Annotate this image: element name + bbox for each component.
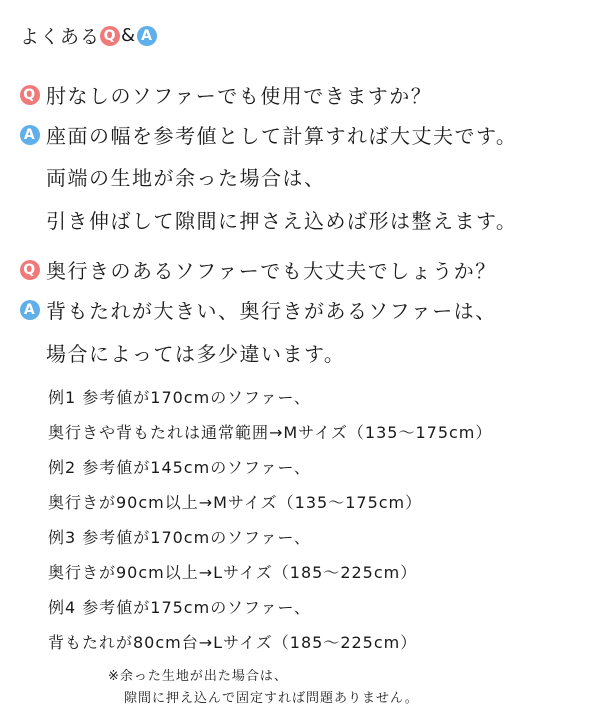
- example-line: 例4 参考値が175cmのソファー、: [48, 598, 311, 617]
- page-title: [20, 22, 157, 49]
- q-badge-icon: Q: [20, 85, 40, 105]
- answer-2: [20, 295, 497, 324]
- example-line: 奥行きが90cm以上→Lサイズ（185～225cm）: [48, 563, 418, 582]
- answer-line: 座面の幅を参考値として計算すれば大丈夫です。: [46, 124, 518, 148]
- answer-line: 場合によっては多少違います。: [46, 342, 346, 366]
- example-line: 例1 参考値が170cmのソファー、: [48, 388, 311, 407]
- q-badge-icon: Q: [100, 26, 120, 46]
- example-line: 例2 参考値が145cmのソファー、: [48, 458, 311, 477]
- q-badge-icon: Q: [20, 260, 40, 280]
- a-badge-icon: A: [20, 300, 40, 320]
- example-line: 背もたれが80cm台→Lサイズ（185～225cm）: [48, 633, 418, 652]
- answer-line: 引き伸ばして隙間に押さえ込めば形は整えます。: [46, 209, 518, 233]
- question-text: 肘なしのソファーでも使用できますか？: [46, 84, 433, 108]
- page-title-text: よくある: [20, 26, 101, 48]
- question-1: [20, 80, 432, 109]
- example-line: 奥行きや背もたれは通常範囲→Mサイズ（135～175cm）: [48, 423, 493, 442]
- title-ampersand: &: [121, 25, 137, 46]
- question-2: [20, 255, 497, 284]
- example-line: 奥行きが90cm以上→Mサイズ（135～175cm）: [48, 493, 423, 512]
- answer-line: 両端の生地が余った場合は、: [46, 166, 326, 190]
- answer-1: [20, 120, 517, 149]
- example-line: 例3 参考値が170cmのソファー、: [48, 528, 311, 547]
- answer-line: 背もたれが大きい、奥行きがあるソファーは、: [46, 299, 497, 323]
- question-text: 奥行きのあるソファーでも大丈夫でしょうか？: [46, 259, 497, 283]
- footnote-line: 隙間に押え込んで固定すれば問題ありません。: [124, 691, 419, 706]
- a-badge-icon: A: [20, 125, 40, 145]
- a-badge-icon: A: [137, 26, 157, 46]
- footnote-line: ※余った生地が出た場合は、: [108, 669, 288, 684]
